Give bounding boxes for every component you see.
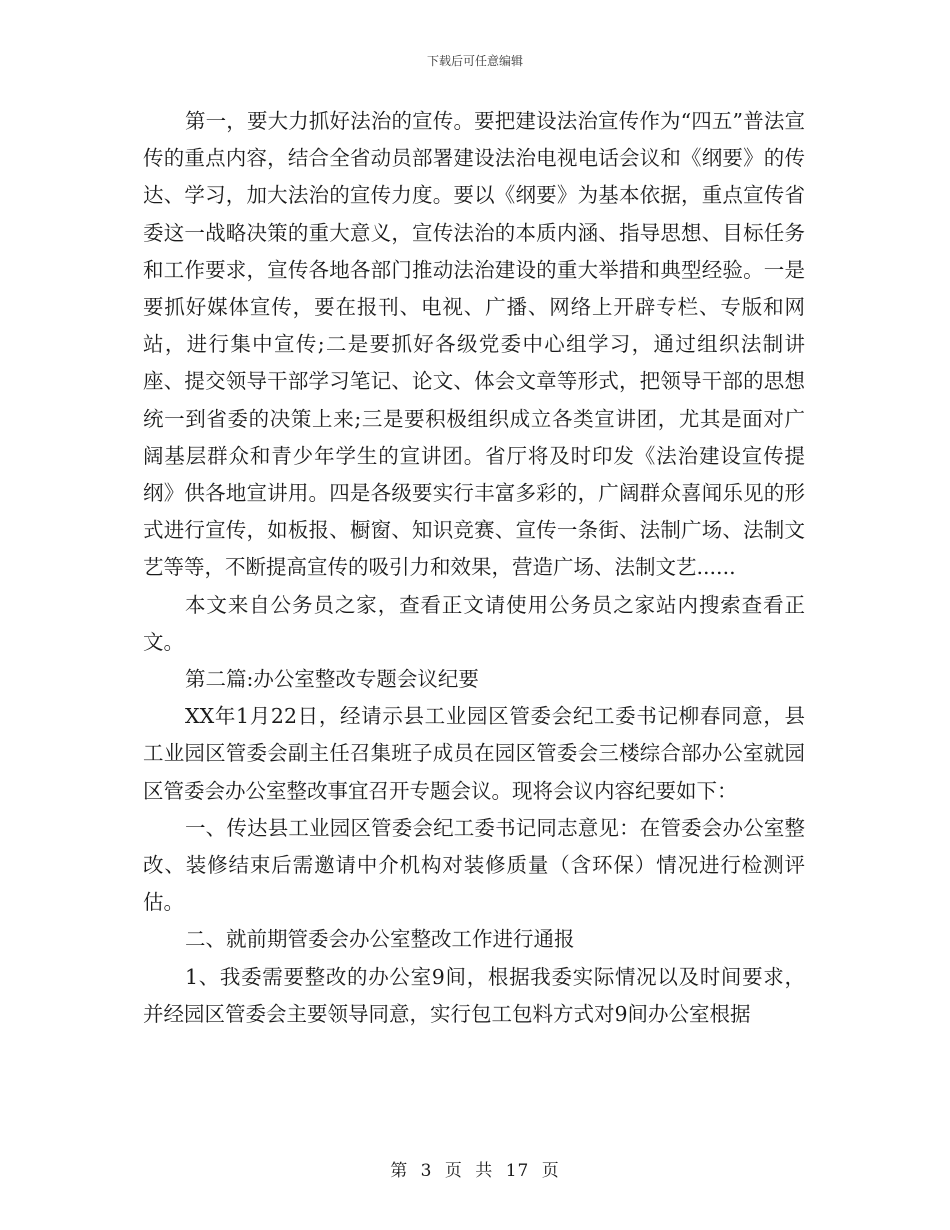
page-header-note: 下载后可任意编辑 bbox=[426, 54, 523, 68]
paragraph-3: XX年1月22日，经请示县工业园区管委会纪工委书记柳春同意，县工业园区管委会副主任召集班子成员在园区管委会三楼综合部办公室就园区管委会办公室整改事宜召开专题会议。现将会议内容纪要如下： bbox=[143, 704, 805, 803]
paragraph-2: 本文来自公务员之家，查看正文请使用公务员之家站内搜索查看正文。 bbox=[143, 592, 805, 654]
section-heading: 第二篇:办公室整改专题会议纪要 bbox=[185, 667, 479, 692]
paragraph-5: 二、就前期管委会办公室整改工作进行通报 bbox=[185, 927, 575, 952]
paragraph-4: 一、传达县工业园区管委会纪工委书记同志意见：在管委会办公室整改、装修结束后需邀请中介机构对装修质量（含环保）情况进行检测评估。 bbox=[143, 815, 805, 915]
paragraph-1: 第一，要大力抓好法治的宣传。要把建设法治宣传作为“四五”普法宣传的重点内容，结合全省动员部署建设法治电视电话会议和《纲要》的传达、学习，加大法治的宣传力度。要以《纲要》为基本依据，重点宣传省委这一战略决策的重大意义，宣传法治的本质内涵、指导思想、目标任务和工作要求，宣传各地各部门推动法治建设的重大举措和典型经验。一是要抓好媒体宣传，要在报刊、电视、广播、网络上开辟专栏、专版和网站，进行集中宣传;二是要抓好各级党委中心组学习，通过组织法制讲座、提交领导干部学习笔记、论文、体会文章等形式，把领导干部的思想统一到省委的决策上来;三是要积极组织成立各类宣讲团，尤其是面对广阔基层群众和青少年学生的宣讲团。省厅将及时印发《法治建设宣传提纲》供各地宣讲用。四是各级要实行丰富多彩的，广阔群众喜闻乐见的形式进行宣传，如板报、橱窗、知识竞赛、宣传一条街、法制广场、法制文艺等等，不断提高宣传的吸引力和效果，营造广场、法制文艺...... bbox=[143, 109, 805, 580]
document-body bbox=[143, 103, 805, 1033]
paragraph-6: 1、我委需要整改的办公室9间，根据我委实际情况以及时间要求，并经园区管委会主要领导同意，实行包工包料方式对9间办公室根据 bbox=[143, 964, 805, 1026]
page-footer-number: 第 3 页 共 17 页 bbox=[390, 1161, 560, 1181]
